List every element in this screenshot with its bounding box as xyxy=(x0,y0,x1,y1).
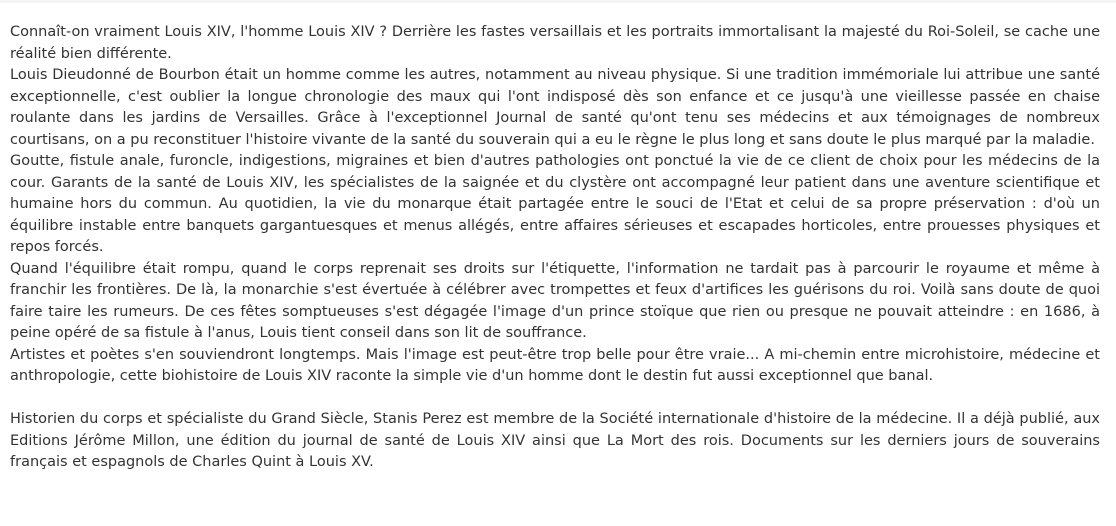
book-description xyxy=(10,22,1100,474)
description-paragraph-1: Connaît-on vraiment Louis XIV, l'homme Louis XIV ? Derrière les fastes versaillais et les portraits immortalisant la majesté du Roi-Soleil, se cache une réalité bien différente. xyxy=(10,24,1100,62)
description-paragraph-4: Quand l'équilibre était rompu, quand le corps reprenait ses droits sur l'étiquette, l'information ne tardait pas à parcourir le royaume et même à franchir les frontières. De là, la monarchie s'est évertuée à célébrer avec trompettes et feux d'artifices les guérisons du roi. Voilà sans doute de quoi faire taire les rumeurs. De ces fêtes somptueuses s'est dégagée l'image d'un prince stoïque que rien ou presque ne pouvait atteindre : en 1686, à peine opéré de sa fistule à l'anus, Louis tient conseil dans son lit de souffrance. xyxy=(10,260,1100,341)
description-paragraph-2: Louis Dieudonné de Bourbon était un homme comme les autres, notamment au niveau physique. Si une tradition immémoriale lui attribue une santé exceptionnelle, c'est oublier la longue chronologie des maux qui l'ont indisposé dès son enfance et ce jusqu'à une vieillesse passée en chaise roulante dans les jardins de Versailles. Grâce à l'exceptionnel Journal de santé qu'ont tenu ses médecins et aux témoignages de nombreux courtisans, on a pu reconstituer l'histoire vivante de la santé du souverain qui a eu le règne le plus long et sans doute le plus marqué par la maladie. xyxy=(10,67,1100,148)
author-bio: Historien du corps et spécialiste du Grand Siècle, Stanis Perez est membre de la Société internationale d'histoire de la médecine. Il a déjà publié, aux Editions Jérôme Millon, une édition du journal de santé de Louis XIV ainsi que La Mort des rois. Documents sur les derniers jours de souverains français et espagnols de Charles Quint à Louis XV. xyxy=(10,411,1100,470)
description-paragraph-3: Goutte, fistule anale, furoncle, indigestions, migraines et bien d'autres pathologies ont ponctué la vie de ce client de choix pour les médecins de la cour. Garants de la santé de Louis XIV, les spécialistes de la saignée et du clystère ont accompagné leur patient dans une aventure scientifique et humaine hors du commun. Au quotidien, la vie du monarque était partagée entre le souci de l'Etat et celui de sa propre préservation : d'où un équilibre instable entre banquets gargantuesques et menus allégés, entre affaires sérieuses et escapades horticoles, entre prouesses physiques et repos forcés. xyxy=(10,153,1100,255)
description-paragraph-5: Artistes et poètes s'en souviendront longtemps. Mais l'image est peut-être trop belle pour être vraie... A mi-chemin entre microhistoire, médecine et anthropologie, cette biohistoire de Louis XIV raconte la simple vie d'un homme dont le destin fut aussi exceptionnel que banal. xyxy=(10,346,1100,384)
paragraph-spacer xyxy=(10,388,1100,410)
top-divider xyxy=(0,0,1116,3)
